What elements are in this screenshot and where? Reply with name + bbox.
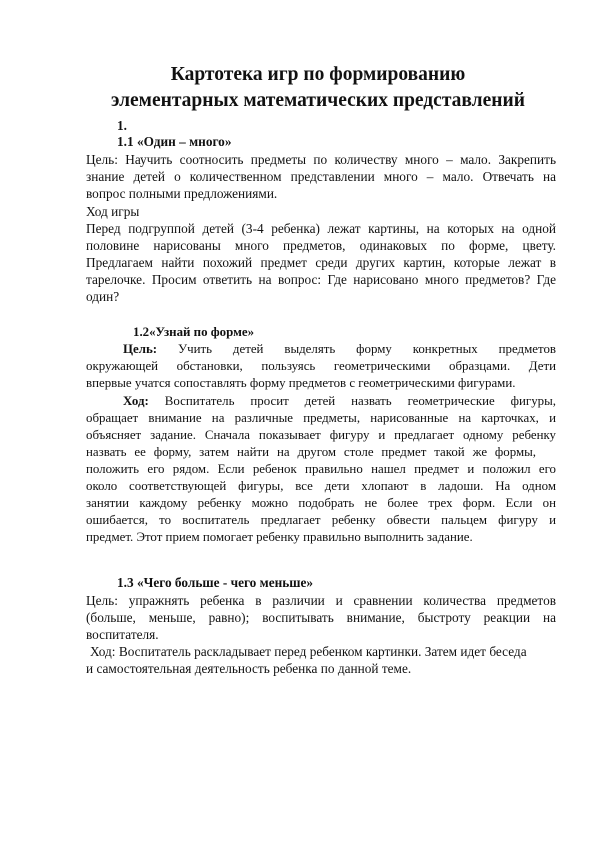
- progress-line-5: один?: [86, 289, 120, 304]
- goal-line-2: окружающей обстановки, пользуясь геометрическими образцами. Дети: [86, 359, 556, 373]
- progress-line-7: занятии каждому ребенку можно подобрать не более трех форм. Если он: [86, 496, 556, 510]
- section-heading: 1.2«Узнай по форме»: [133, 325, 255, 339]
- goal-line-3: вопрос полными предложениями.: [86, 186, 278, 201]
- progress-line-3: Предлагаем найти похожий предмет среди других картин, которые лежат в: [86, 255, 556, 270]
- goal-line-1: Цель: Учить детей выделять форму конкретных предметов: [123, 342, 556, 356]
- goal-label: Цель:: [86, 152, 118, 167]
- progress-line-1: Ход: Воспитатель просит детей назвать геометрические фигуры,: [123, 394, 556, 408]
- goal-line-3: впервые учатся сопоставлять форму предметов с геометрическими фигурами.: [86, 376, 516, 390]
- progress-line-6: около соответствующей фигуры, все дети хлопают в ладоши. На одном: [86, 479, 556, 493]
- title-line-2: элементарных математических представлений: [111, 90, 525, 111]
- section-number: 1.: [117, 118, 127, 133]
- goal-line-3: воспитателя.: [86, 627, 159, 642]
- progress-label: Ход:: [90, 644, 116, 659]
- progress-line-4: тарелочке. Просим ответить на вопрос: Где нарисовано много предметов? Где: [86, 272, 556, 287]
- progress-line-3: объясняет задание. Сначала показывает фигуру и предлагает одному ребенку: [86, 428, 556, 442]
- progress-line-5: положить его рядом. Если ребенок правильно нашел предмет и положил его: [86, 462, 556, 476]
- section-heading: 1.1 «Один – много»: [117, 134, 232, 149]
- progress-label: Ход:: [123, 394, 149, 408]
- progress-label: Ход игры: [86, 204, 140, 219]
- goal-line-2: знание детей о количественном представлении много – мало. Отвечать на: [86, 169, 556, 184]
- progress-line-1: Ход: Воспитатель раскладывает перед ребенком картинки. Затем идет беседа: [90, 644, 527, 659]
- goal-line-2: (больше, меньше, равно); воспитывать внимание, быстроту реакции на: [86, 610, 556, 625]
- progress-line-4: назвать ее форму, затем найти на другом столе предмет такой же формы,: [86, 445, 536, 459]
- goal-line-1: Цель: Научить соотносить предметы по количеству много – мало. Закрепить: [86, 152, 557, 167]
- progress-line-9: предмет. Этот прием помогает ребенку правильно выполнить задание.: [86, 530, 473, 544]
- title-line-1: Картотека игр по формированию: [170, 64, 466, 85]
- goal-label: Цель:: [123, 342, 158, 356]
- progress-line-1: Перед подгруппой детей (3-4 ребенка) лежат картины, на которых на одной: [86, 221, 556, 236]
- progress-line-2: обращает внимание на различные предметы, нарисованные на карточках, и: [86, 411, 556, 425]
- section-heading: 1.3 «Чего больше - чего меньше»: [117, 575, 314, 590]
- progress-line-2: половине нарисованы много предметов, одинаковых по форме, цвету.: [86, 238, 556, 253]
- document-title: [58, 62, 578, 114]
- goal-line-1: Цель: упражнять ребенка в различии и сравнении количества предметов: [86, 593, 556, 608]
- progress-line-8: ошибается, то воспитатель предлагает ребенку обвести пальцем фигуру и: [86, 513, 556, 527]
- goal-label: Цель:: [86, 593, 118, 608]
- progress-line-2: и самостоятельная деятельность ребенка по данной теме.: [86, 661, 412, 676]
